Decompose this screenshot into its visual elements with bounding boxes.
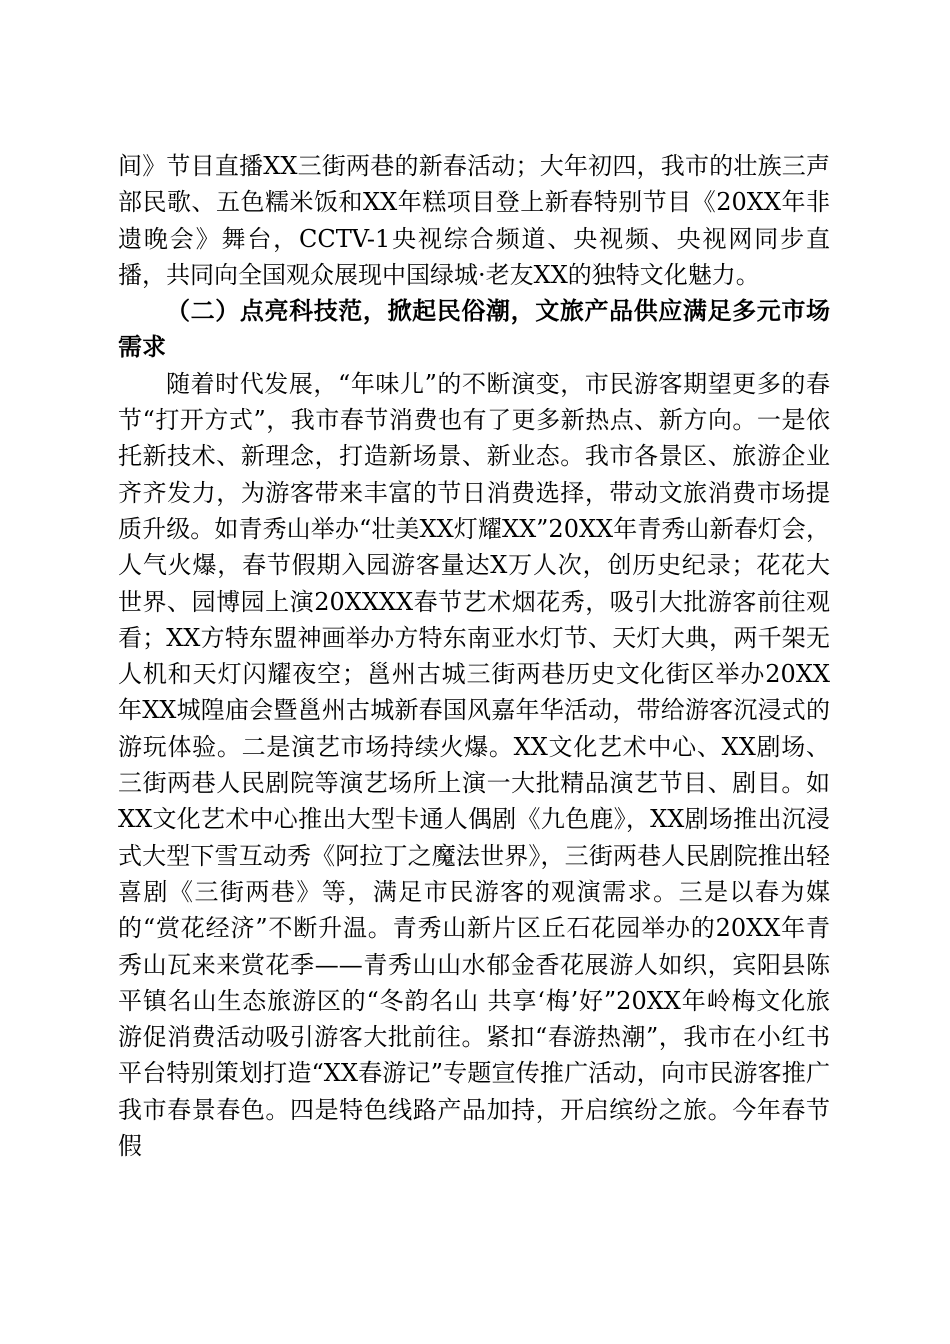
- section-heading: （二）点亮科技范，掀起民俗潮，文旅产品供应满足多元市场需求: [118, 296, 830, 362]
- paragraph-body: 随着时代发展，“年味儿”的不断演变，市民游客期望更多的春节“打开方式”，我市春节消费也有了更多新热点、新方向。一是依托新技术、新理念，打造新场景、新业态。我市各景区、旅游企业齐齐发力，为游客带来丰富的节日消费选择，带动文旅消费市场提质升级。如青秀山举办“壮美XX灯耀XX”20XX年青秀山新春灯会，人气火爆，春节假期入园游客量达X万人次，创历史纪录；花花大世界、园博园上演20XXXX春节艺术烟花秀，吸引大批游客前往观看；XX方特东盟神画举办方特东南亚水灯节、天灯大典，两千架无人机和天灯闪耀夜空；邕州古城三街两巷历史文化街区举办20XX年XX城隍庙会暨邕州古城新春国风嘉年华活动，带给游客沉浸式的游玩体验。二是演艺市场持续火爆。XX文化艺术中心、XX剧场、三街两巷人民剧院等演艺场所上演一大批精品演艺节目、剧目。如XX文化艺术中心推出大型卡通人偶剧《九色鹿》，XX剧场推出沉浸式大型下雪互动秀《阿拉丁之魔法世界》，三街两巷人民剧院推出轻喜剧《三街两巷》等，满足市民游客的观演需求。三是以春为媒的“赏花经济”不断升温。青秀山新片区丘石花园举办的20XX年青秀山瓦来来赏花季——青秀山山水郁金香花展游人如织，宾阳县陈平镇名山生态旅游区的“冬韵名山 共享‘梅’好”20XX年岭梅文化旅游促消费活动吸引游客大批前往。紧扣“春游热潮”，我市在小红书平台特别策划打造“XX春游记”专题宣传推广活动，向市民游客推广我市春景春色。四是特色线路产品加持，开启缤纷之旅。今年春节假: [118, 369, 830, 1161]
- paragraph-continuation: 间》节目直播XX三街两巷的新春活动；大年初四，我市的壮族三声部民歌、五色糯米饭和XX年糕项目登上新春特别节目《20XX年非遗晚会》舞台，CCTV-1央视综合频道、央视频、央视网同步直播，共同向全国观众展现中国绿城·老友XX的独特文化魅力。: [118, 152, 830, 289]
- document-body: [118, 148, 830, 1164]
